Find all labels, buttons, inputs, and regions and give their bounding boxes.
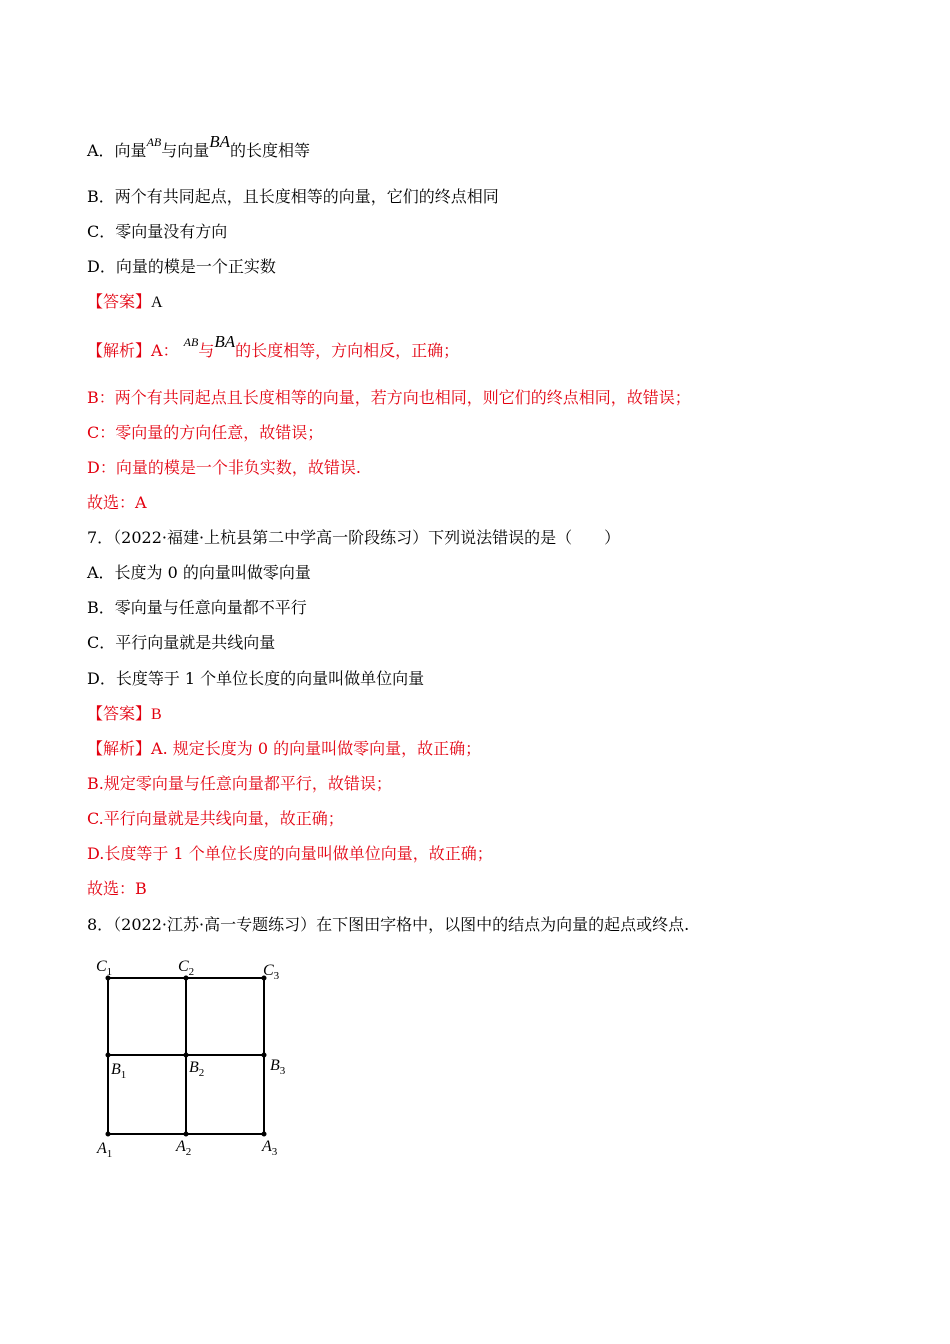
q7-answer: 【答案】B	[87, 704, 162, 723]
label-b2: $B_2$	[189, 1059, 205, 1079]
q6-choice: 故选：A	[87, 493, 147, 512]
node-a3	[262, 1132, 267, 1137]
label-c3: $C_3$	[263, 962, 280, 982]
q6-analysis-d: D：向量的模是一个非负实数，故错误.	[87, 458, 361, 477]
q7-analysis-a: 【解析】A. 规定长度为 0 的向量叫做零向量，故正确；	[87, 739, 482, 758]
q6-analysis-a: 【解析】A： $^{AB}$与BA的长度相等，方向相反，正确；	[87, 332, 460, 360]
q7-option-b: B．零向量与任意向量都不平行	[87, 598, 307, 617]
vector-ab: AB	[146, 135, 162, 149]
label-b3: $B_3$	[270, 1057, 286, 1077]
label-a2: $A_2$	[176, 1138, 192, 1158]
q6-analysis-c: C：零向量的方向任意，故错误；	[87, 423, 324, 442]
q7-analysis-b: B.规定零向量与任意向量都平行，故错误；	[87, 774, 392, 793]
vector-ba: BA	[214, 332, 236, 351]
q6-option-b: B．两个有共同起点，且长度相等的向量，它们的终点相同	[87, 187, 499, 206]
q7-option-d: D．长度等于 1 个单位长度的向量叫做单位向量	[87, 669, 425, 688]
node-a1	[106, 1132, 111, 1137]
node-b3	[262, 1053, 267, 1058]
node-a2	[184, 1132, 189, 1137]
label-c1: $C_1$	[96, 958, 113, 978]
q6-option-c: C．零向量没有方向	[87, 222, 228, 241]
label-a3: $A_3$	[262, 1138, 278, 1158]
q7-option-c: C．平行向量就是共线向量	[87, 633, 276, 652]
q8-question: 8．（2022·江苏·高一专题练习）在下图田字格中，以图中的结点为向量的起点或终点.	[87, 915, 690, 934]
label-c2: $C_2$	[178, 958, 195, 978]
q6-answer: 【答案】A	[87, 292, 163, 311]
node-b1	[106, 1053, 111, 1058]
grid-figure	[90, 950, 300, 1165]
q6-option-a: A．向量$^{AB}$与向量BA的长度相等	[87, 132, 311, 160]
vector-ba: BA	[209, 132, 231, 151]
node-b2	[184, 1053, 189, 1058]
q7-option-a: A．长度为 0 的向量叫做零向量	[87, 563, 311, 582]
label-a1: $A_1$	[97, 1140, 113, 1160]
q7-analysis-c: C.平行向量就是共线向量，故正确；	[87, 809, 344, 828]
label-b1: $B_1$	[111, 1061, 127, 1081]
q7-analysis-d: D.长度等于 1 个单位长度的向量叫做单位向量，故正确；	[87, 844, 493, 863]
q6-option-d: D．向量的模是一个正实数	[87, 257, 276, 276]
q6-analysis-b: B：两个有共同起点且长度相等的向量，若方向也相同，则它们的终点相同，故错误；	[87, 388, 691, 407]
q7-question: 7．（2022·福建·上杭县第二中学高一阶段练习）下列说法错误的是（ ）	[87, 528, 621, 547]
q7-choice: 故选：B	[87, 879, 147, 898]
vector-ab: AB	[183, 335, 199, 349]
